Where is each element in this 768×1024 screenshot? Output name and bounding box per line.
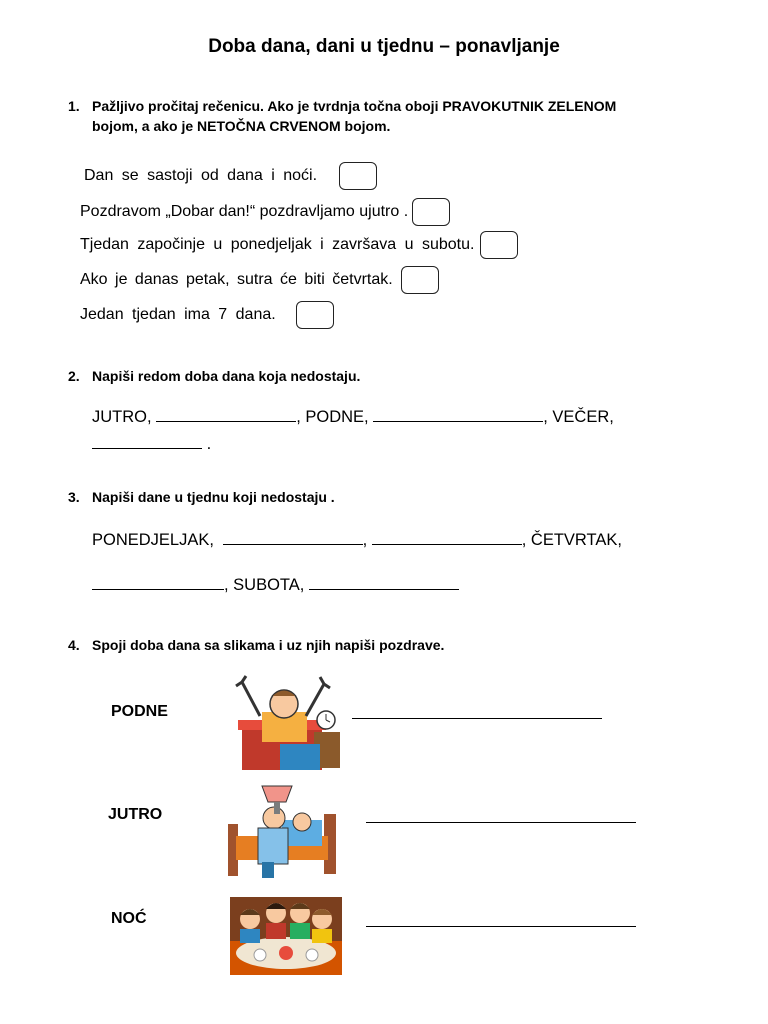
label-podne: PODNE <box>111 703 168 720</box>
statement-text: Jedan tjedan ima 7 dana. <box>80 306 276 323</box>
instruction-line-2: bojom, a ako je NETOČNA CRVENOM bojom. <box>92 118 391 134</box>
statement-4 <box>80 266 439 294</box>
waking-up-picture[interactable] <box>232 672 344 772</box>
blank-field[interactable] <box>223 530 363 545</box>
statement-2 <box>80 198 450 226</box>
statement-text: Tjedan započinje u ponedjeljak i završava u subotu. <box>80 236 475 253</box>
label-noc: NOĆ <box>111 910 147 927</box>
task-2-line-1 <box>92 407 614 427</box>
instruction-line-1: Pažljivo pročitaj rečenicu. Ako je tvrdnja točna oboji PRAVOKUTNIK ZELENOM <box>92 98 617 114</box>
task-number: 1. <box>68 98 80 114</box>
statement-text: Pozdravom „Dobar dan!“ pozdravljamo ujutro . <box>80 203 409 220</box>
answer-box[interactable] <box>296 301 334 329</box>
word-cetvrtak: , ČETVRTAK, <box>521 531 622 549</box>
statement-1 <box>84 162 377 190</box>
task-number: 2. <box>68 368 80 384</box>
statement-text: Dan se sastoji od dana i noći. <box>84 167 318 184</box>
bedtime-picture[interactable] <box>222 784 344 880</box>
task-number: 4. <box>68 637 80 653</box>
instruction: Napiši redom doba dana koja nedostaju. <box>92 368 361 384</box>
answer-line-3[interactable] <box>366 926 636 927</box>
instruction: Spoji doba dana sa slikama i uz njih napiši pozdrave. <box>92 637 445 653</box>
task-3-line-1 <box>92 530 622 550</box>
blank-field[interactable] <box>92 575 224 590</box>
blank-field[interactable] <box>372 530 522 545</box>
task-4-instruction <box>68 635 444 655</box>
blank-field[interactable] <box>309 575 459 590</box>
statement-3 <box>80 231 518 259</box>
blank-field[interactable] <box>373 407 543 422</box>
statement-5 <box>80 301 334 329</box>
period: . <box>206 435 212 453</box>
task-3-line-2 <box>92 575 459 595</box>
comma: , <box>362 531 368 549</box>
family-meal-picture[interactable] <box>230 897 342 975</box>
blank-field[interactable] <box>92 434 202 449</box>
word-vecer: , VEČER, <box>543 408 614 426</box>
task-3-instruction <box>68 487 335 507</box>
word-subota: , SUBOTA, <box>224 576 305 594</box>
answer-box[interactable] <box>339 162 377 190</box>
answer-box[interactable] <box>412 198 450 226</box>
page-title: Doba dana, dani u tjednu – ponavljanje <box>208 36 560 57</box>
task-number: 3. <box>68 489 80 505</box>
word-ponedjeljak: PONEDJELJAK, <box>92 531 214 549</box>
blank-field[interactable] <box>156 407 296 422</box>
task-1-instruction <box>68 96 616 136</box>
word-podne: , PODNE, <box>296 408 369 426</box>
answer-box[interactable] <box>401 266 439 294</box>
answer-line-1[interactable] <box>352 718 602 719</box>
task-2-instruction <box>68 366 360 386</box>
task-2-line-2 <box>92 434 211 454</box>
answer-line-2[interactable] <box>366 822 636 823</box>
answer-box[interactable] <box>480 231 518 259</box>
word-jutro: JUTRO, <box>92 408 152 426</box>
instruction: Napiši dane u tjednu koji nedostaju . <box>92 489 335 505</box>
label-jutro: JUTRO <box>108 806 163 823</box>
statement-text: Ako je danas petak, sutra će biti četvrtak. <box>80 271 393 288</box>
